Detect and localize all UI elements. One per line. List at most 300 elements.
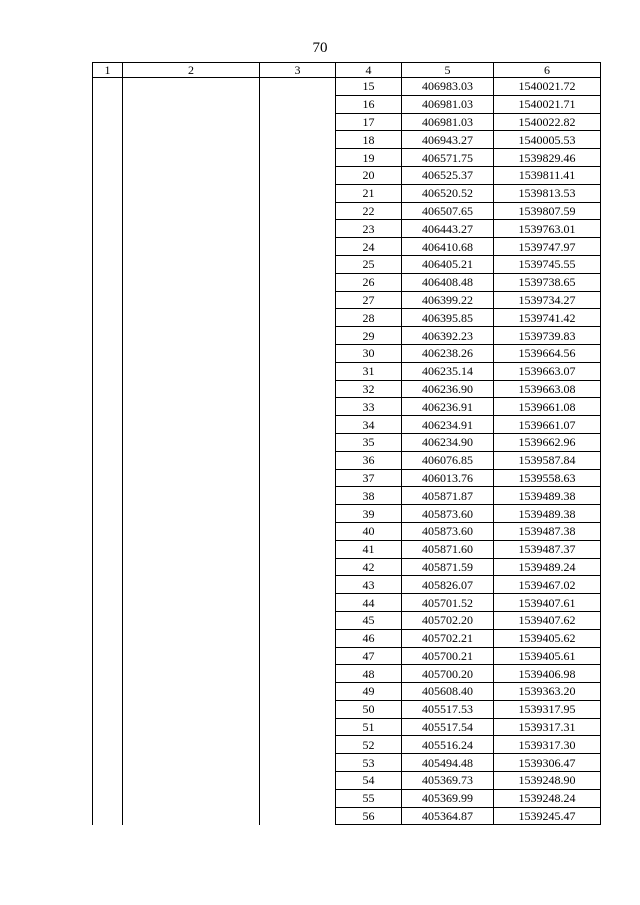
point-number-cell: 16 (336, 95, 402, 113)
empty-cell (123, 469, 260, 487)
y-coordinate-cell: 1539248.90 (494, 772, 601, 790)
empty-cell (93, 327, 123, 345)
header-col-2: 2 (123, 63, 260, 78)
empty-cell (260, 184, 336, 202)
table-row (93, 78, 601, 96)
point-number-cell: 43 (336, 576, 402, 594)
table-row (93, 718, 601, 736)
point-number-cell: 47 (336, 647, 402, 665)
empty-cell (123, 576, 260, 594)
y-coordinate-cell: 1539558.63 (494, 469, 601, 487)
point-number-cell: 19 (336, 149, 402, 167)
x-coordinate-cell: 406236.91 (402, 398, 494, 416)
table-row (93, 451, 601, 469)
table-row (93, 95, 601, 113)
x-coordinate-cell: 405700.21 (402, 647, 494, 665)
x-coordinate-cell: 406981.03 (402, 95, 494, 113)
empty-cell (93, 202, 123, 220)
empty-cell (260, 95, 336, 113)
point-number-cell: 50 (336, 700, 402, 718)
empty-cell (123, 78, 260, 96)
point-number-cell: 54 (336, 772, 402, 790)
x-coordinate-cell: 405871.60 (402, 540, 494, 558)
empty-cell (260, 291, 336, 309)
empty-cell (123, 255, 260, 273)
x-coordinate-cell: 405494.48 (402, 754, 494, 772)
empty-cell (260, 576, 336, 594)
empty-cell (123, 416, 260, 434)
point-number-cell: 32 (336, 380, 402, 398)
empty-cell (93, 772, 123, 790)
empty-cell (93, 700, 123, 718)
empty-cell (93, 665, 123, 683)
empty-cell (123, 772, 260, 790)
empty-cell (93, 166, 123, 184)
y-coordinate-cell: 1539487.37 (494, 540, 601, 558)
empty-cell (93, 184, 123, 202)
y-coordinate-cell: 1539489.38 (494, 505, 601, 523)
x-coordinate-cell: 406983.03 (402, 78, 494, 96)
empty-cell (123, 291, 260, 309)
x-coordinate-cell: 405608.40 (402, 683, 494, 701)
x-coordinate-cell: 406943.27 (402, 131, 494, 149)
empty-cell (123, 327, 260, 345)
empty-cell (93, 469, 123, 487)
point-number-cell: 22 (336, 202, 402, 220)
header-col-1: 1 (93, 63, 123, 78)
empty-cell (123, 700, 260, 718)
empty-cell (260, 78, 336, 96)
x-coordinate-cell: 405702.21 (402, 629, 494, 647)
table-row (93, 309, 601, 327)
y-coordinate-cell: 1539489.24 (494, 558, 601, 576)
header-col-3: 3 (260, 63, 336, 78)
x-coordinate-cell: 405873.60 (402, 505, 494, 523)
y-coordinate-cell: 1539467.02 (494, 576, 601, 594)
empty-cell (123, 166, 260, 184)
point-number-cell: 49 (336, 683, 402, 701)
y-coordinate-cell: 1539738.65 (494, 273, 601, 291)
empty-cell (93, 629, 123, 647)
y-coordinate-cell: 1539306.47 (494, 754, 601, 772)
empty-cell (260, 131, 336, 149)
y-coordinate-cell: 1539663.08 (494, 380, 601, 398)
table-row (93, 113, 601, 131)
point-number-cell: 41 (336, 540, 402, 558)
empty-cell (123, 665, 260, 683)
empty-cell (260, 700, 336, 718)
table-row (93, 344, 601, 362)
empty-cell (260, 202, 336, 220)
point-number-cell: 34 (336, 416, 402, 434)
empty-cell (260, 398, 336, 416)
header-col-5: 5 (402, 63, 494, 78)
empty-cell (93, 149, 123, 167)
empty-cell (123, 344, 260, 362)
x-coordinate-cell: 406405.21 (402, 255, 494, 273)
empty-cell (260, 594, 336, 612)
table-row (93, 789, 601, 807)
point-number-cell: 46 (336, 629, 402, 647)
empty-cell (260, 540, 336, 558)
empty-cell (93, 451, 123, 469)
empty-cell (93, 220, 123, 238)
table-row (93, 380, 601, 398)
x-coordinate-cell: 405873.60 (402, 522, 494, 540)
table-row (93, 220, 601, 238)
x-coordinate-cell: 406443.27 (402, 220, 494, 238)
empty-cell (260, 736, 336, 754)
empty-cell (93, 487, 123, 505)
empty-cell (123, 113, 260, 131)
table-row (93, 772, 601, 790)
table-row (93, 683, 601, 701)
y-coordinate-cell: 1539407.62 (494, 611, 601, 629)
empty-cell (260, 718, 336, 736)
empty-cell (260, 238, 336, 256)
empty-cell (93, 522, 123, 540)
empty-cell (93, 416, 123, 434)
table-row (93, 700, 601, 718)
x-coordinate-cell: 406408.48 (402, 273, 494, 291)
point-number-cell: 28 (336, 309, 402, 327)
table-row (93, 594, 601, 612)
x-coordinate-cell: 405702.20 (402, 611, 494, 629)
table-row (93, 238, 601, 256)
empty-cell (123, 362, 260, 380)
empty-cell (123, 95, 260, 113)
empty-cell (260, 754, 336, 772)
x-coordinate-cell: 406520.52 (402, 184, 494, 202)
y-coordinate-cell: 1540021.71 (494, 95, 601, 113)
empty-cell (260, 380, 336, 398)
y-coordinate-cell: 1539661.07 (494, 416, 601, 434)
empty-cell (93, 273, 123, 291)
table-row (93, 149, 601, 167)
empty-cell (123, 238, 260, 256)
empty-cell (93, 611, 123, 629)
y-coordinate-cell: 1539741.42 (494, 309, 601, 327)
empty-cell (123, 807, 260, 825)
point-number-cell: 24 (336, 238, 402, 256)
empty-cell (93, 113, 123, 131)
empty-cell (123, 647, 260, 665)
empty-cell (93, 344, 123, 362)
y-coordinate-cell: 1539763.01 (494, 220, 601, 238)
empty-cell (123, 522, 260, 540)
x-coordinate-cell: 405517.53 (402, 700, 494, 718)
point-number-cell: 37 (336, 469, 402, 487)
point-number-cell: 25 (336, 255, 402, 273)
x-coordinate-cell: 406076.85 (402, 451, 494, 469)
point-number-cell: 39 (336, 505, 402, 523)
point-number-cell: 55 (336, 789, 402, 807)
point-number-cell: 42 (336, 558, 402, 576)
x-coordinate-cell: 406399.22 (402, 291, 494, 309)
empty-cell (260, 505, 336, 523)
y-coordinate-cell: 1539489.38 (494, 487, 601, 505)
x-coordinate-cell: 406571.75 (402, 149, 494, 167)
y-coordinate-cell: 1539405.61 (494, 647, 601, 665)
empty-cell (93, 594, 123, 612)
empty-cell (93, 238, 123, 256)
x-coordinate-cell: 405826.07 (402, 576, 494, 594)
table-row (93, 291, 601, 309)
empty-cell (260, 344, 336, 362)
point-number-cell: 51 (336, 718, 402, 736)
empty-cell (260, 273, 336, 291)
y-coordinate-cell: 1539407.61 (494, 594, 601, 612)
empty-cell (93, 291, 123, 309)
empty-cell (260, 327, 336, 345)
empty-cell (93, 433, 123, 451)
empty-cell (123, 718, 260, 736)
table-row (93, 487, 601, 505)
empty-cell (123, 736, 260, 754)
y-coordinate-cell: 1539813.53 (494, 184, 601, 202)
x-coordinate-cell: 405871.87 (402, 487, 494, 505)
empty-cell (123, 487, 260, 505)
table-row (93, 202, 601, 220)
table-row (93, 754, 601, 772)
table-row (93, 505, 601, 523)
x-coordinate-cell: 406234.91 (402, 416, 494, 434)
empty-cell (93, 683, 123, 701)
table-row (93, 416, 601, 434)
empty-cell (93, 78, 123, 96)
empty-cell (260, 362, 336, 380)
empty-cell (123, 309, 260, 327)
point-number-cell: 30 (336, 344, 402, 362)
point-number-cell: 15 (336, 78, 402, 96)
point-number-cell: 31 (336, 362, 402, 380)
empty-cell (123, 505, 260, 523)
empty-cell (260, 487, 336, 505)
header-row (93, 63, 601, 78)
header-col-4: 4 (336, 63, 402, 78)
empty-cell (93, 576, 123, 594)
x-coordinate-cell: 406410.68 (402, 238, 494, 256)
empty-cell (260, 789, 336, 807)
x-coordinate-cell: 406981.03 (402, 113, 494, 131)
x-coordinate-cell: 405701.52 (402, 594, 494, 612)
table-row (93, 576, 601, 594)
point-number-cell: 36 (336, 451, 402, 469)
empty-cell (260, 220, 336, 238)
point-number-cell: 18 (336, 131, 402, 149)
empty-cell (123, 611, 260, 629)
empty-cell (260, 665, 336, 683)
y-coordinate-cell: 1539662.96 (494, 433, 601, 451)
x-coordinate-cell: 406507.65 (402, 202, 494, 220)
table-row (93, 469, 601, 487)
empty-cell (123, 754, 260, 772)
table-row (93, 362, 601, 380)
empty-cell (260, 416, 336, 434)
coordinates-table (92, 62, 601, 825)
y-coordinate-cell: 1539363.20 (494, 683, 601, 701)
empty-cell (123, 683, 260, 701)
point-number-cell: 45 (336, 611, 402, 629)
empty-cell (93, 309, 123, 327)
empty-cell (260, 772, 336, 790)
x-coordinate-cell: 406013.76 (402, 469, 494, 487)
y-coordinate-cell: 1539317.31 (494, 718, 601, 736)
x-coordinate-cell: 406235.14 (402, 362, 494, 380)
empty-cell (260, 629, 336, 647)
header-col-6: 6 (494, 63, 601, 78)
empty-cell (123, 380, 260, 398)
table-row (93, 540, 601, 558)
point-number-cell: 23 (336, 220, 402, 238)
empty-cell (123, 184, 260, 202)
empty-cell (123, 433, 260, 451)
table-row (93, 166, 601, 184)
y-coordinate-cell: 1539829.46 (494, 149, 601, 167)
point-number-cell: 40 (336, 522, 402, 540)
y-coordinate-cell: 1540005.53 (494, 131, 601, 149)
y-coordinate-cell: 1540021.72 (494, 78, 601, 96)
y-coordinate-cell: 1539317.30 (494, 736, 601, 754)
y-coordinate-cell: 1539661.08 (494, 398, 601, 416)
empty-cell (93, 255, 123, 273)
x-coordinate-cell: 405369.99 (402, 789, 494, 807)
y-coordinate-cell: 1539587.84 (494, 451, 601, 469)
table-row (93, 398, 601, 416)
empty-cell (260, 807, 336, 825)
point-number-cell: 38 (336, 487, 402, 505)
empty-cell (93, 505, 123, 523)
x-coordinate-cell: 405516.24 (402, 736, 494, 754)
y-coordinate-cell: 1539406.98 (494, 665, 601, 683)
empty-cell (93, 754, 123, 772)
y-coordinate-cell: 1539317.95 (494, 700, 601, 718)
point-number-cell: 44 (336, 594, 402, 612)
table-row (93, 184, 601, 202)
empty-cell (93, 398, 123, 416)
table-row (93, 665, 601, 683)
empty-cell (260, 522, 336, 540)
y-coordinate-cell: 1539747.97 (494, 238, 601, 256)
y-coordinate-cell: 1539807.59 (494, 202, 601, 220)
empty-cell (123, 789, 260, 807)
x-coordinate-cell: 405517.54 (402, 718, 494, 736)
empty-cell (93, 789, 123, 807)
empty-cell (123, 629, 260, 647)
empty-cell (93, 380, 123, 398)
point-number-cell: 26 (336, 273, 402, 291)
x-coordinate-cell: 405700.20 (402, 665, 494, 683)
empty-cell (260, 451, 336, 469)
empty-cell (260, 469, 336, 487)
x-coordinate-cell: 405364.87 (402, 807, 494, 825)
table-row (93, 433, 601, 451)
table-row (93, 647, 601, 665)
empty-cell (260, 255, 336, 273)
y-coordinate-cell: 1539745.55 (494, 255, 601, 273)
x-coordinate-cell: 405871.59 (402, 558, 494, 576)
x-coordinate-cell: 406395.85 (402, 309, 494, 327)
empty-cell (260, 611, 336, 629)
empty-cell (260, 149, 336, 167)
empty-cell (93, 736, 123, 754)
y-coordinate-cell: 1539487.38 (494, 522, 601, 540)
empty-cell (123, 398, 260, 416)
table-row (93, 522, 601, 540)
table-row (93, 273, 601, 291)
point-number-cell: 33 (336, 398, 402, 416)
page-number: 70 (312, 40, 328, 56)
point-number-cell: 29 (336, 327, 402, 345)
y-coordinate-cell: 1539405.62 (494, 629, 601, 647)
empty-cell (93, 647, 123, 665)
empty-cell (93, 558, 123, 576)
point-number-cell: 53 (336, 754, 402, 772)
point-number-cell: 56 (336, 807, 402, 825)
empty-cell (93, 540, 123, 558)
empty-cell (260, 113, 336, 131)
empty-cell (260, 166, 336, 184)
x-coordinate-cell: 406238.26 (402, 344, 494, 362)
empty-cell (93, 718, 123, 736)
y-coordinate-cell: 1539734.27 (494, 291, 601, 309)
y-coordinate-cell: 1539811.41 (494, 166, 601, 184)
table-row (93, 611, 601, 629)
x-coordinate-cell: 406525.37 (402, 166, 494, 184)
y-coordinate-cell: 1540022.82 (494, 113, 601, 131)
point-number-cell: 52 (336, 736, 402, 754)
empty-cell (123, 131, 260, 149)
point-number-cell: 17 (336, 113, 402, 131)
point-number-cell: 21 (336, 184, 402, 202)
x-coordinate-cell: 406392.23 (402, 327, 494, 345)
empty-cell (260, 647, 336, 665)
table-row (93, 736, 601, 754)
table-row (93, 131, 601, 149)
empty-cell (260, 558, 336, 576)
point-number-cell: 35 (336, 433, 402, 451)
empty-cell (260, 683, 336, 701)
x-coordinate-cell: 406234.90 (402, 433, 494, 451)
y-coordinate-cell: 1539663.07 (494, 362, 601, 380)
y-coordinate-cell: 1539245.47 (494, 807, 601, 825)
empty-cell (123, 558, 260, 576)
y-coordinate-cell: 1539739.83 (494, 327, 601, 345)
table-row (93, 558, 601, 576)
empty-cell (93, 362, 123, 380)
y-coordinate-cell: 1539664.56 (494, 344, 601, 362)
table-row (93, 327, 601, 345)
table-row (93, 807, 601, 825)
x-coordinate-cell: 405369.73 (402, 772, 494, 790)
empty-cell (123, 594, 260, 612)
point-number-cell: 20 (336, 166, 402, 184)
empty-cell (93, 131, 123, 149)
empty-cell (123, 451, 260, 469)
empty-cell (260, 433, 336, 451)
point-number-cell: 48 (336, 665, 402, 683)
table-header (93, 63, 601, 78)
table-body (93, 78, 601, 825)
y-coordinate-cell: 1539248.24 (494, 789, 601, 807)
table-row (93, 255, 601, 273)
empty-cell (123, 149, 260, 167)
empty-cell (93, 807, 123, 825)
empty-cell (123, 540, 260, 558)
empty-cell (93, 95, 123, 113)
table-row (93, 629, 601, 647)
x-coordinate-cell: 406236.90 (402, 380, 494, 398)
